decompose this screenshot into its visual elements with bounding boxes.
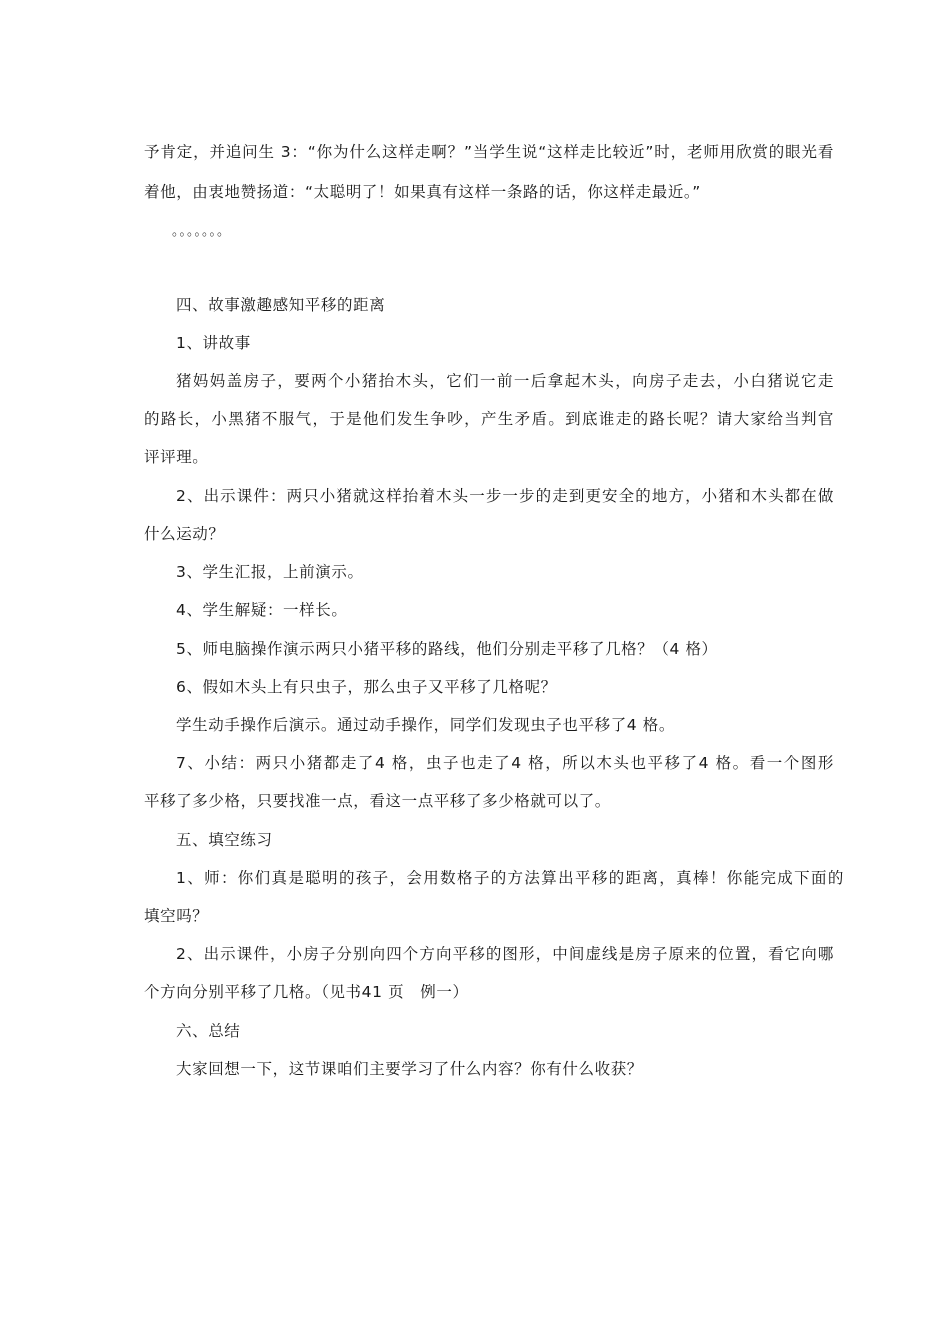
section-heading: 六、总结 (176, 1022, 241, 1040)
ellipsis-dots: 。。。。。。。 (172, 224, 232, 239)
list-item: 2、出示课件，小房子分别向四个方向平移的图形，中间虚线是房子原来的位置，看它向哪 (176, 945, 834, 963)
paragraph-line: 予肯定，并追问生 3：“你为什么这样走啊？”当学生说“这样走比较近”时，老师用欣赏的眼光看 (144, 143, 834, 161)
list-item: 1、师：你们真是聪明的孩子，会用数格子的方法算出平移的距离，真棒！你能完成下面的 (176, 869, 844, 887)
paragraph-line: 个方向分别平移了几格。（见书41 页 例一） (144, 983, 469, 1001)
paragraph-line: 平移了多少格，只要找准一点，看这一点平移了多少格就可以了。 (144, 792, 611, 810)
list-item: 5、师电脑操作演示两只小猪平移的路线，他们分别走平移了几格？（4 格） (176, 640, 718, 658)
section-heading: 五、填空练习 (176, 831, 273, 849)
list-item: 4、学生解疑：一样长。 (176, 601, 348, 619)
section-heading: 四、故事激趣感知平移的距离 (176, 296, 386, 314)
list-item: 6、假如木头上有只虫子，那么虫子又平移了几格呢？ (176, 678, 557, 696)
paragraph-line: 学生动手操作后演示。通过动手操作，同学们发现虫子也平移了4 格。 (176, 716, 675, 734)
paragraph-line: 大家回想一下，这节课咱们主要学习了什么内容？你有什么收获？ (176, 1060, 643, 1078)
paragraph-line: 猪妈妈盖房子，要两个小猪抬木头，它们一前一后拿起木头，向房子走去，小白猪说它走 (176, 372, 834, 390)
paragraph-line: 什么运动？ (144, 525, 225, 543)
list-item: 7、小结：两只小猪都走了4 格，虫子也走了4 格，所以木头也平移了4 格。看一个图形 (176, 754, 834, 772)
subsection-heading: 1、讲故事 (176, 334, 251, 352)
list-item: 3、学生汇报，上前演示。 (176, 563, 364, 581)
paragraph-line: 的路长，小黑猪不服气，于是他们发生争吵，产生矛盾。到底谁走的路长呢？请大家给当判官 (144, 410, 834, 428)
paragraph-line: 2、出示课件：两只小猪就这样抬着木头一步一步的走到更安全的地方，小猪和木头都在做 (176, 487, 834, 505)
paragraph-line: 评评理。 (144, 448, 209, 466)
paragraph-line: 着他，由衷地赞扬道：“太聪明了！如果真有这样一条路的话，你这样走最近。” (144, 183, 701, 201)
paragraph-line: 填空吗？ (144, 907, 209, 925)
